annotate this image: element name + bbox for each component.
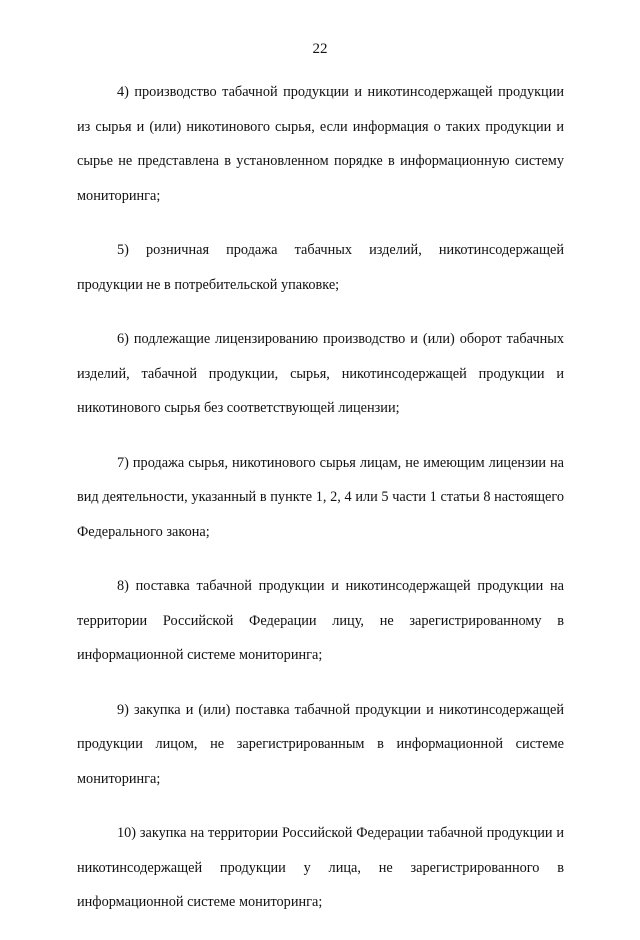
list-item-10: 10) закупка на территории Российской Федерации табачной продукции и никотинсодержащей продукции у лица, не зарегистрированного в информационной системе мониторинга; — [77, 825, 564, 910]
document-body — [77, 75, 564, 940]
list-item-8: 8) поставка табачной продукции и никотинсодержащей продукции на территории Российской Федерации лицу, не зарегистрированному в информационной системе мониторинга; — [77, 578, 564, 663]
list-item-7: 7) продажа сырья, никотинового сырья лицам, не имеющим лицензии на вид деятельности, указанный в пункте 1, 2, 4 или 5 части 1 статьи 8 настоящего Федерального закона; — [77, 454, 564, 540]
page-number: 22 — [312, 41, 328, 57]
list-item-4: 4) производство табачной продукции и никотинсодержащей продукции из сырья и (или) никотинового сырья, если информация о таких продукции и сырье не представлена в установленном порядке в информационную систему мониторинга; — [77, 84, 564, 204]
list-item-5: 5) розничная продажа табачных изделий, никотинсодержащей продукции не в потребительской упаковке; — [77, 242, 564, 293]
list-item-6: 6) подлежащие лицензированию производство и (или) оборот табачных изделий, табачной продукции, сырья, никотинсодержащей продукции и никотинового сырья без соответствующей лицензии; — [77, 331, 564, 416]
list-item-9: 9) закупка и (или) поставка табачной продукции и никотинсодержащей продукции лицом, не зарегистрированным в информационной системе мониторинга; — [77, 701, 564, 787]
